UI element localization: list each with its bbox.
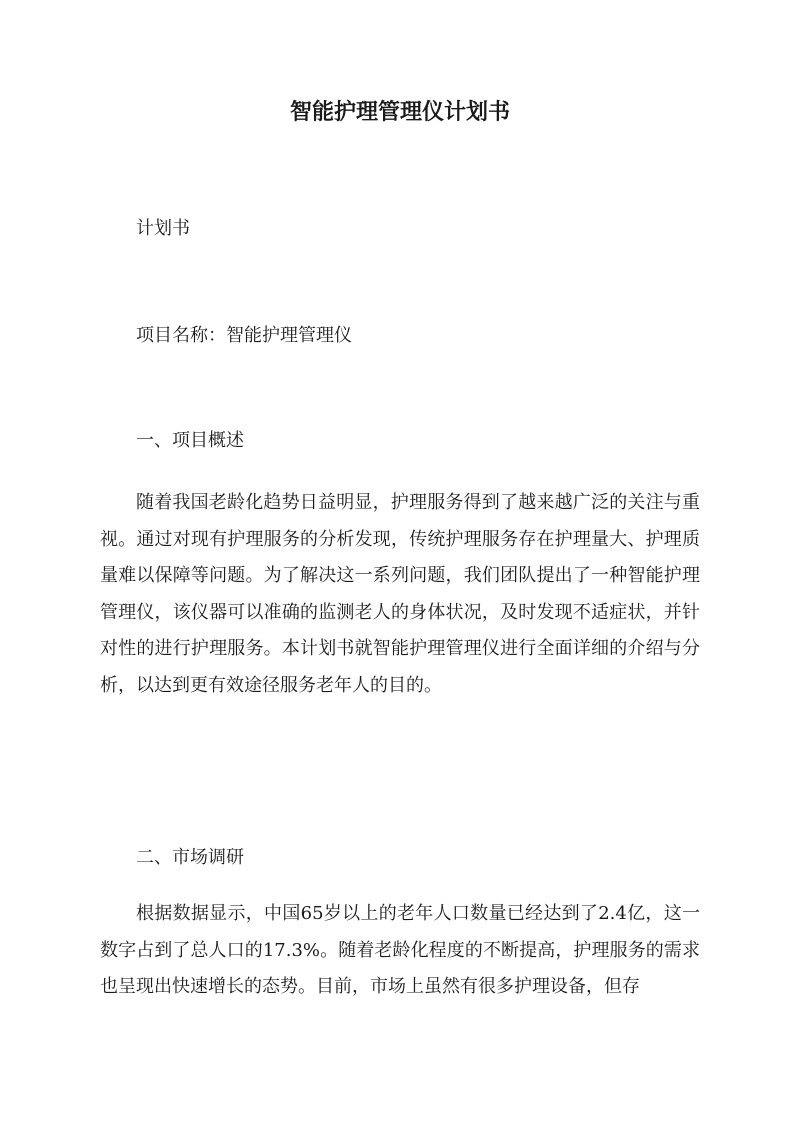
section-heading-overview: 一、项目概述 bbox=[136, 430, 244, 451]
section-body-overview: 随着我国老龄化趋势日益明显，护理服务得到了越来越广泛的关注与重视。通过对现有护理服务的分析发现，传统护理服务存在护理量大、护理质量难以保障等问题。为了解决这一系列问题，我们团队提出了一种智能护理管理仪，该仪器可以准确的监测老人的身体状况，及时发现不适症状，并针对性的进行护理服务。本计划书就智能护理管理仪进行全面详细的介绍与分析，以达到更有效途径服务老年人的目的。 bbox=[100, 492, 700, 696]
document-label: 计划书 bbox=[136, 218, 190, 239]
document-title: 智能护理管理仪计划书 bbox=[289, 99, 510, 125]
section-heading-market: 二、市场调研 bbox=[136, 847, 244, 868]
section-body-market: 根据数据显示，中国65岁以上的老年人口数量已经达到了2.4亿，这一数字占到了总人口的17.3%。随着老龄化程度的不断提高，护理服务的需求也呈现出快速增长的态势。目前，市场上虽然有很多护理设备，但存 bbox=[100, 903, 700, 997]
project-name-line: 项目名称：智能护理管理仪 bbox=[136, 325, 352, 346]
